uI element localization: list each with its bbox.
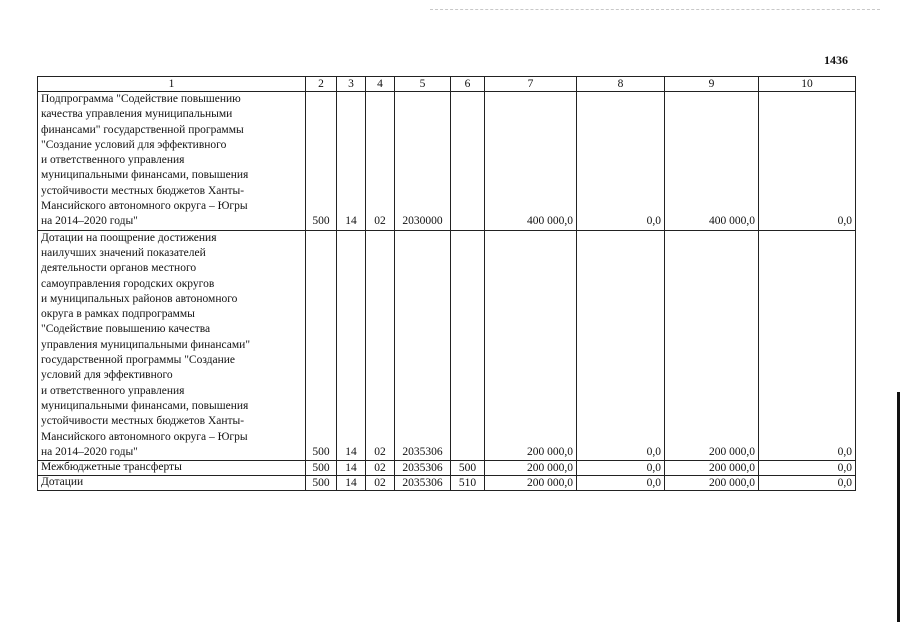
amount-cell: 0,0 — [577, 461, 665, 476]
column-header: 3 — [337, 77, 366, 92]
subsection-cell: 14 — [337, 476, 366, 491]
subsection-cell: 14 — [337, 230, 366, 460]
section-cell: 500 — [306, 92, 337, 231]
amount-cell: 200 000,0 — [485, 476, 577, 491]
expense-type-cell — [451, 92, 485, 231]
amount-cell: 400 000,0 — [665, 92, 759, 231]
page-number: 1436 — [824, 53, 848, 67]
column-header: 6 — [451, 77, 485, 92]
amount-cell: 0,0 — [577, 230, 665, 460]
column-header: 10 — [759, 77, 856, 92]
column-header: 4 — [366, 77, 395, 92]
code-cell: 02 — [366, 230, 395, 460]
target-article-cell: 2035306 — [395, 461, 451, 476]
subsection-cell: 14 — [337, 92, 366, 231]
column-header: 8 — [577, 77, 665, 92]
row-name-cell: Подпрограмма "Содействие повышению качества управления муниципальными финансами" государственной программы "Создание условий для эффективного и ответственного управления муниципальными финансами, повышения устойчивости местных бюджетов Ханты- Мансийского автономного округа – Югры на 2014–2020 годы" — [38, 92, 306, 231]
column-header: 1 — [38, 77, 306, 92]
code-cell: 02 — [366, 461, 395, 476]
amount-cell: 200 000,0 — [665, 476, 759, 491]
subsection-cell: 14 — [337, 461, 366, 476]
expense-type-cell — [451, 230, 485, 460]
code-cell: 02 — [366, 476, 395, 491]
target-article-cell: 2035306 — [395, 230, 451, 460]
amount-cell: 200 000,0 — [665, 230, 759, 460]
table-header-row — [38, 77, 856, 92]
amount-cell: 0,0 — [759, 230, 856, 460]
table-row — [38, 92, 856, 231]
target-article-cell: 2035306 — [395, 476, 451, 491]
section-cell: 500 — [306, 230, 337, 460]
expense-type-cell: 510 — [451, 476, 485, 491]
budget-table — [37, 76, 856, 491]
amount-cell: 0,0 — [759, 461, 856, 476]
scan-edge-bar — [897, 392, 900, 622]
scan-artifact-line — [430, 9, 880, 10]
table-row — [38, 476, 856, 491]
column-header: 7 — [485, 77, 577, 92]
section-cell: 500 — [306, 476, 337, 491]
amount-cell: 0,0 — [577, 92, 665, 231]
code-cell: 02 — [366, 92, 395, 231]
expense-type-cell: 500 — [451, 461, 485, 476]
amount-cell: 0,0 — [577, 476, 665, 491]
table-row — [38, 230, 856, 460]
row-name-cell: Межбюджетные трансферты — [38, 461, 306, 476]
amount-cell: 0,0 — [759, 476, 856, 491]
row-name-cell: Дотации — [38, 476, 306, 491]
column-header: 5 — [395, 77, 451, 92]
column-header: 9 — [665, 77, 759, 92]
amount-cell: 200 000,0 — [485, 461, 577, 476]
row-name-cell: Дотации на поощрение достижения наилучших значений показателей деятельности органов местного самоуправления городских округов и муниципальных районов автономного округа в рамках подпрограммы "Содействие повышению качества управления муниципальными финансами" государственной программы "Создание условий для эффективного и ответственного управления муниципальными финансами, повышения устойчивости местных бюджетов Ханты- Мансийского автономного округа – Югры на 2014–2020 годы" — [38, 230, 306, 460]
amount-cell: 200 000,0 — [485, 230, 577, 460]
column-header: 2 — [306, 77, 337, 92]
section-cell: 500 — [306, 461, 337, 476]
amount-cell: 0,0 — [759, 92, 856, 231]
table-row — [38, 461, 856, 476]
amount-cell: 400 000,0 — [485, 92, 577, 231]
amount-cell: 200 000,0 — [665, 461, 759, 476]
target-article-cell: 2030000 — [395, 92, 451, 231]
